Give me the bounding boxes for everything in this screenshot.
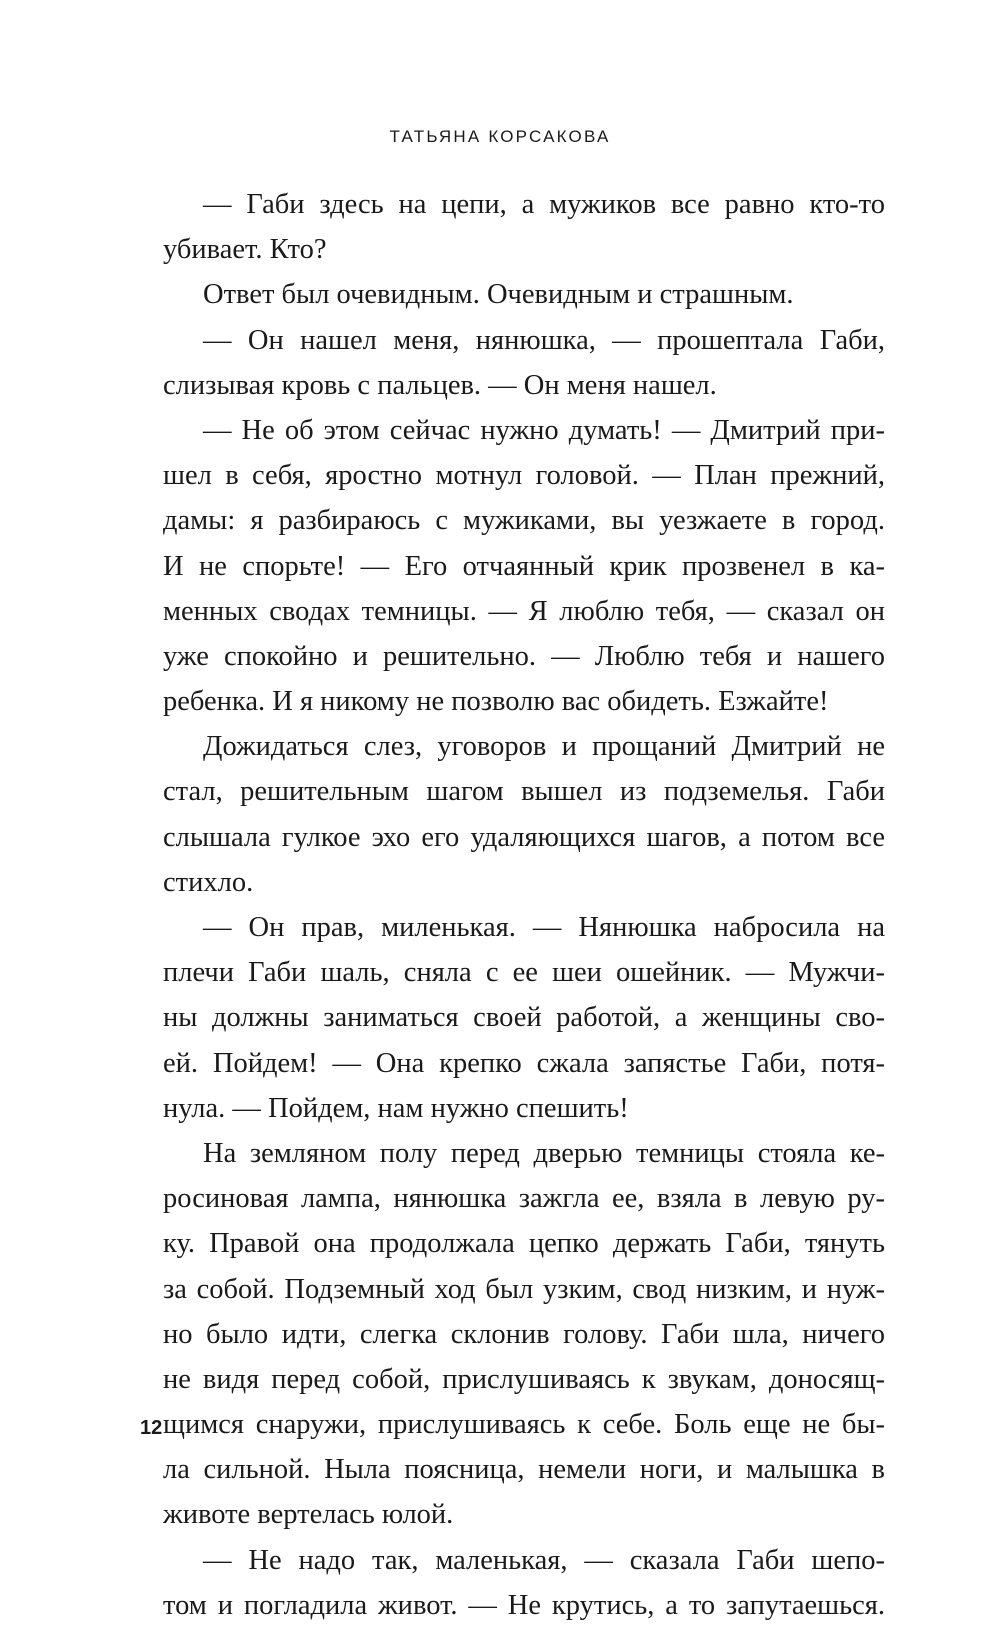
text-line: росиновая лампа, нянюшка зажгла ее, взяла в левую ру- xyxy=(163,1183,885,1215)
text-line: — Он нашел меня, нянюшка, — прошептала Габи, xyxy=(203,324,885,356)
body-text xyxy=(163,182,885,1628)
text-line: — Он прав, миленькая. — Нянюшка набросила на xyxy=(203,912,885,943)
text-line: ку. Правой она продолжала цепко держать Габи, тянуть xyxy=(163,1228,885,1260)
text-line: слышала гулкое эхо его удаляющихся шагов, а потом все xyxy=(163,821,885,853)
text-line: стихло. xyxy=(163,866,254,898)
text-line: На земляном полу перед дверью темницы стояла ке- xyxy=(203,1137,885,1169)
text-line: менных сводах темницы. — Я люблю тебя, — сказал он xyxy=(163,595,885,627)
text-line: убивает. Кто? xyxy=(163,234,327,266)
text-line: — Не об этом сейчас нужно думать! — Дмитрий при- xyxy=(203,414,885,446)
text-line: — Не надо так, маленькая, — сказала Габи шепо- xyxy=(203,1544,885,1576)
text-line: ей. Пойдем! — Она крепко сжала запястье Габи, потя- xyxy=(163,1047,885,1079)
text-line: нула. — Пойдем, нам нужно спешить! xyxy=(163,1092,629,1124)
text-line: животе вертелась юлой. xyxy=(163,1499,454,1531)
text-line: Дожидаться слез, уговоров и прощаний Дмитрий не xyxy=(203,731,885,763)
text-line: ребенка. И я никому не позволю вас обидеть. Езжайте! xyxy=(163,686,829,718)
text-line: плечи Габи шаль, сняла с ее шеи ошейник. — Мужчи- xyxy=(163,957,885,989)
text-line: ла сильной. Ныла поясница, немели ноги, и малышка в xyxy=(163,1454,885,1486)
text-line: И не спорьте! — Его отчаянный крик прозвенел в ка- xyxy=(163,550,885,582)
text-line: стал, решительным шагом вышел из подземелья. Габи xyxy=(163,776,885,808)
text-line: слизывая кровь с пальцев. — Он меня нашел. xyxy=(163,369,717,401)
text-line: ны должны заниматься своей работой, а женщины сво- xyxy=(163,1002,885,1034)
page-number: 12 xyxy=(140,1417,163,1439)
text-line: том и погладила живот. — Не крутись, а то запутаешься. xyxy=(163,1589,885,1621)
text-line: не видя перед собой, прислушиваясь к звукам, доносящ- xyxy=(163,1363,885,1395)
text-line: уже спокойно и решительно. — Люблю тебя и нашего xyxy=(163,640,885,672)
text-line: но было идти, слегка склонив голову. Габи шла, ничего xyxy=(163,1318,885,1350)
text-line: щимся снаружи, прислушиваясь к себе. Боль еще не бы- xyxy=(163,1409,885,1441)
text-line: дамы: я разбираюсь с мужиками, вы уезжаете в город. xyxy=(163,505,885,537)
text-line: шел в себя, яростно мотнул головой. — План прежний, xyxy=(163,460,885,492)
text-line: — Габи здесь на цепи, а мужиков все равно кто-то xyxy=(203,189,885,220)
running-head: ТАТЬЯНА КОРСАКОВА xyxy=(389,127,611,146)
text-line: за собой. Подземный ход был узким, свод низким, и нуж- xyxy=(163,1273,885,1305)
text-line: Ответ был очевидным. Очевидным и страшным. xyxy=(203,279,794,311)
